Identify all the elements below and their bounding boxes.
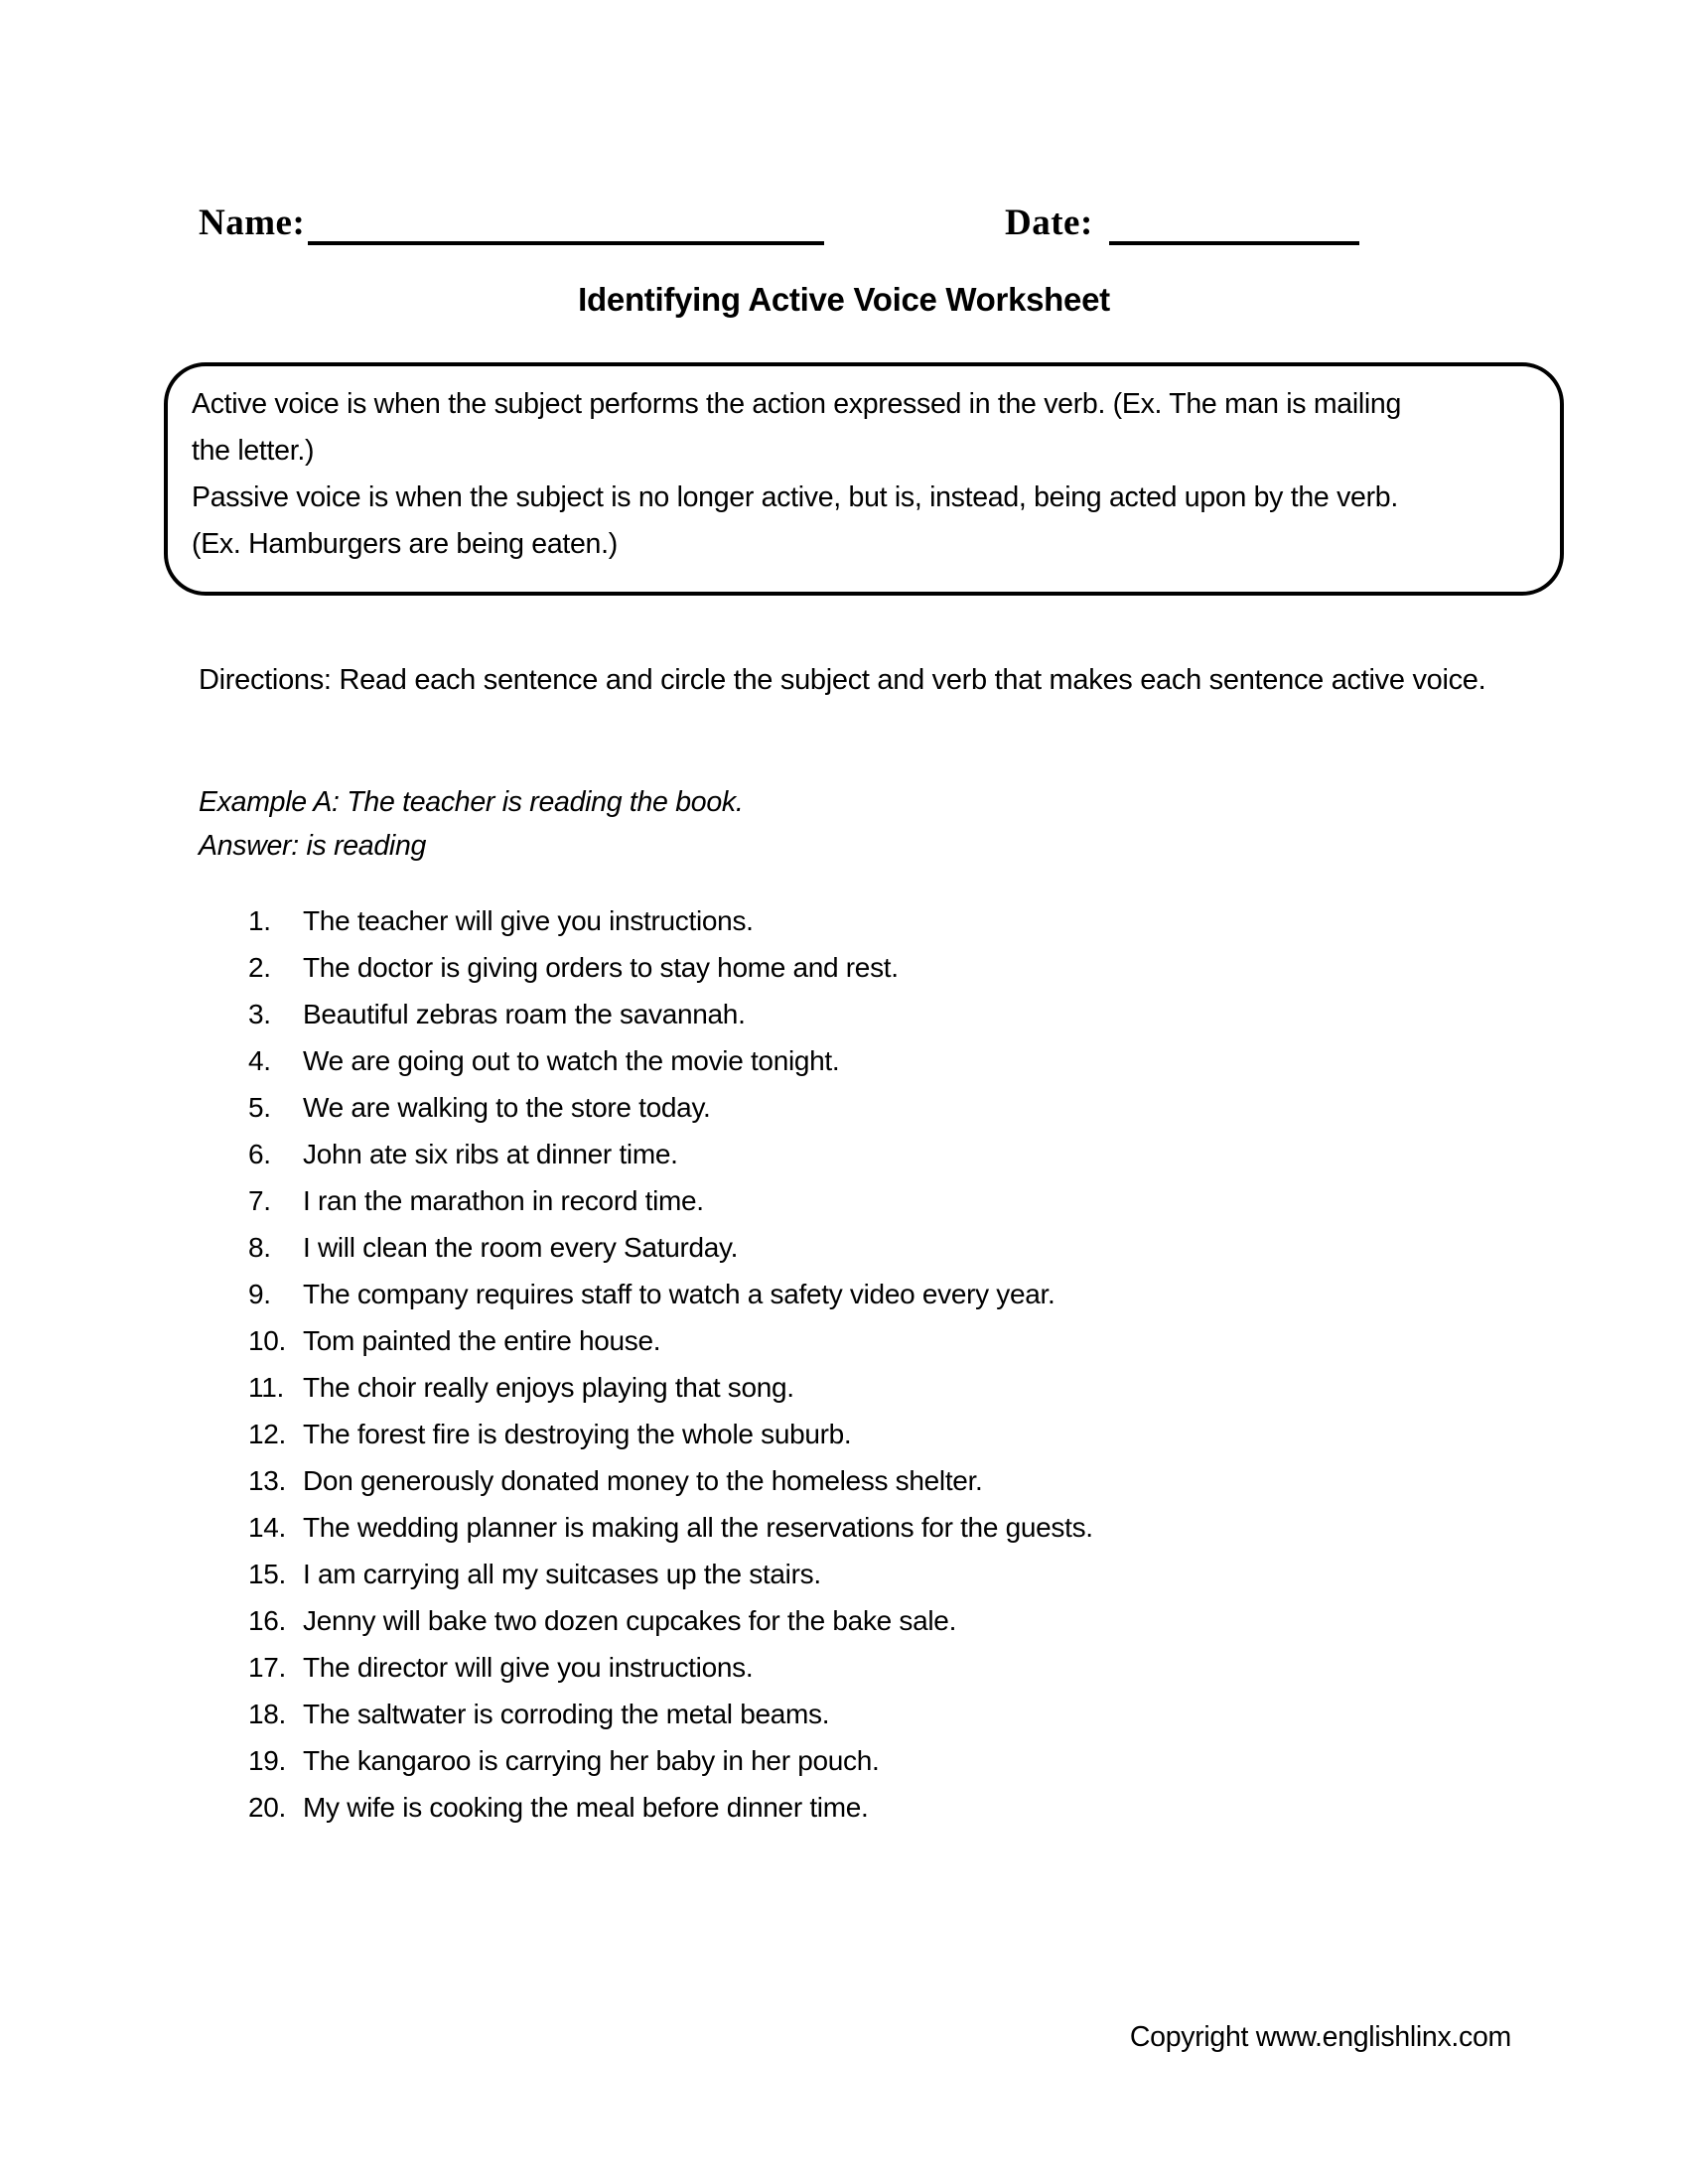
- name-blank-line[interactable]: [308, 241, 824, 245]
- sentence-number: 9.: [248, 1278, 271, 1309]
- sentence-number: 3.: [248, 998, 271, 1029]
- sentence-text: The wedding planner is making all the reservations for the guests.: [303, 1511, 1093, 1543]
- sentence-text: The doctor is giving orders to stay home and rest.: [303, 951, 899, 983]
- sentence-number: 2.: [248, 951, 271, 983]
- sentence-text: The director will give you instructions.: [303, 1651, 754, 1683]
- page-title: Identifying Active Voice Worksheet: [578, 281, 1110, 318]
- sentence-item: [248, 1551, 1093, 1597]
- sentence-text: My wife is cooking the meal before dinner time.: [303, 1791, 869, 1823]
- sentence-item: [248, 1691, 1093, 1737]
- sentence-text: Tom painted the entire house.: [303, 1324, 661, 1356]
- sentence-number: 14.: [248, 1511, 287, 1543]
- sentence-text: The teacher will give you instructions.: [303, 904, 754, 936]
- sentence-text: John ate six ribs at dinner time.: [303, 1138, 678, 1169]
- sentence-item: [248, 1644, 1093, 1691]
- sentence-item: [248, 1364, 1093, 1411]
- definition-line: Active voice is when the subject performs the action expressed in the verb. (Ex. The man is mailing: [192, 388, 1402, 420]
- copyright-text: Copyright www.englishlinx.com: [1129, 2021, 1511, 2053]
- sentence-number: 6.: [248, 1138, 271, 1169]
- sentence-number: 12.: [248, 1418, 287, 1449]
- sentence-number: 8.: [248, 1231, 271, 1263]
- sentence-text: Beautiful zebras roam the savannah.: [303, 998, 746, 1029]
- sentence-number: 17.: [248, 1651, 287, 1683]
- sentence-number: 20.: [248, 1791, 287, 1823]
- sentence-number: 11.: [248, 1371, 284, 1403]
- sentence-item: [248, 1131, 1093, 1177]
- sentence-text: Jenny will bake two dozen cupcakes for the bake sale.: [303, 1604, 957, 1636]
- sentence-text: The choir really enjoys playing that song.: [303, 1371, 794, 1403]
- sentence-text: We are walking to the store today.: [303, 1091, 711, 1123]
- definition-line: the letter.): [192, 435, 315, 467]
- sentence-number: 18.: [248, 1698, 287, 1729]
- sentence-item: [248, 1504, 1093, 1551]
- directions-text: Directions: Read each sentence and circle the subject and verb that makes each sentence active voice.: [199, 664, 1486, 696]
- sentence-number: 16.: [248, 1604, 287, 1636]
- sentence-number: 15.: [248, 1558, 287, 1589]
- sentence-text: The company requires staff to watch a safety video every year.: [303, 1278, 1055, 1309]
- definition-box: [164, 362, 1564, 596]
- sentence-item: [248, 1737, 1093, 1784]
- example-prompt: Example A: The teacher is reading the book.: [199, 786, 744, 818]
- sentence-text: I ran the marathon in record time.: [303, 1184, 704, 1216]
- sentence-item: [248, 1271, 1093, 1317]
- sentence-item: [248, 1084, 1093, 1131]
- name-label: Name:: [199, 203, 306, 243]
- sentence-text: The saltwater is corroding the metal beams.: [303, 1698, 830, 1729]
- sentence-number: 4.: [248, 1044, 271, 1076]
- definition-line: Passive voice is when the subject is no longer active, but is, instead, being acted upon by the verb.: [192, 481, 1398, 513]
- date-blank-line[interactable]: [1109, 241, 1359, 245]
- sentence-number: 1.: [248, 904, 271, 936]
- sentence-item: [248, 991, 1093, 1037]
- sentence-item: [248, 1224, 1093, 1271]
- sentence-text: Don generously donated money to the homeless shelter.: [303, 1464, 983, 1496]
- sentence-list: [248, 897, 1093, 1831]
- sentence-number: 13.: [248, 1464, 287, 1496]
- sentence-text: We are going out to watch the movie tonight.: [303, 1044, 840, 1076]
- date-label: Date:: [1005, 203, 1093, 243]
- sentence-item: [248, 1597, 1093, 1644]
- sentence-item: [248, 944, 1093, 991]
- sentence-number: 7.: [248, 1184, 271, 1216]
- sentence-item: [248, 1457, 1093, 1504]
- sentence-item: [248, 1177, 1093, 1224]
- sentence-number: 19.: [248, 1744, 287, 1776]
- sentence-item: [248, 1317, 1093, 1364]
- sentence-number: 5.: [248, 1091, 271, 1123]
- sentence-item: [248, 1784, 1093, 1831]
- sentence-text: I will clean the room every Saturday.: [303, 1231, 739, 1263]
- sentence-item: [248, 1411, 1093, 1457]
- sentence-text: The kangaroo is carrying her baby in her pouch.: [303, 1744, 880, 1776]
- example-answer: Answer: is reading: [199, 830, 427, 862]
- sentence-item: [248, 1037, 1093, 1084]
- sentence-text: The forest fire is destroying the whole suburb.: [303, 1418, 852, 1449]
- sentence-item: [248, 897, 1093, 944]
- sentence-number: 10.: [248, 1324, 287, 1356]
- sentence-text: I am carrying all my suitcases up the stairs.: [303, 1558, 821, 1589]
- definition-line: (Ex. Hamburgers are being eaten.): [192, 528, 618, 560]
